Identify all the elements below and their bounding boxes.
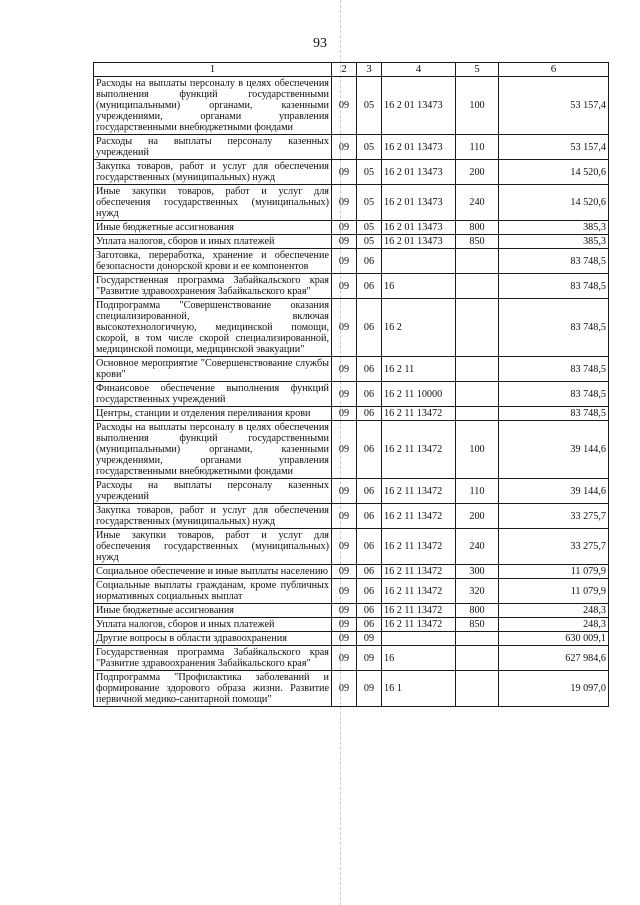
row-expense-type-cell: 300 bbox=[456, 565, 499, 579]
row-amount-cell: 39 144,6 bbox=[499, 479, 609, 504]
row-amount-cell: 627 984,6 bbox=[499, 646, 609, 671]
table-row bbox=[94, 407, 609, 421]
column-header: 6 bbox=[499, 63, 609, 77]
row-subsection-cell: 06 bbox=[357, 504, 382, 529]
row-section-cell: 09 bbox=[332, 274, 357, 299]
row-name-cell: Закупка товаров, работ и услуг для обеспечения государственных (муниципальных) нужд bbox=[94, 160, 332, 185]
row-target-article-cell: 16 2 01 13473 bbox=[382, 185, 456, 221]
table-row bbox=[94, 382, 609, 407]
row-subsection-cell: 09 bbox=[357, 646, 382, 671]
row-expense-type-cell: 850 bbox=[456, 618, 499, 632]
row-target-article-cell: 16 2 11 13472 bbox=[382, 579, 456, 604]
row-target-article-cell: 16 1 bbox=[382, 671, 456, 707]
table-row bbox=[94, 357, 609, 382]
row-name-cell: Уплата налогов, сборов и иных платежей bbox=[94, 618, 332, 632]
row-subsection-cell: 06 bbox=[357, 299, 382, 357]
row-section-cell: 09 bbox=[332, 479, 357, 504]
row-subsection-cell: 06 bbox=[357, 604, 382, 618]
row-amount-cell: 630 009,1 bbox=[499, 632, 609, 646]
row-subsection-cell: 06 bbox=[357, 274, 382, 299]
row-section-cell: 09 bbox=[332, 135, 357, 160]
row-name-cell: Финансовое обеспечение выполнения функций государственных учреждений bbox=[94, 382, 332, 407]
row-subsection-cell: 06 bbox=[357, 421, 382, 479]
row-name-cell: Расходы на выплаты персоналу казенных учреждений bbox=[94, 479, 332, 504]
row-section-cell: 09 bbox=[332, 618, 357, 632]
row-section-cell: 09 bbox=[332, 579, 357, 604]
row-section-cell: 09 bbox=[332, 632, 357, 646]
table-row bbox=[94, 274, 609, 299]
row-target-article-cell: 16 2 11 bbox=[382, 357, 456, 382]
row-target-article-cell: 16 2 01 13473 bbox=[382, 235, 456, 249]
row-section-cell: 09 bbox=[332, 382, 357, 407]
row-subsection-cell: 09 bbox=[357, 671, 382, 707]
table-row bbox=[94, 160, 609, 185]
row-amount-cell: 83 748,5 bbox=[499, 249, 609, 274]
row-amount-cell: 385,3 bbox=[499, 221, 609, 235]
row-amount-cell: 11 079,9 bbox=[499, 565, 609, 579]
row-amount-cell: 33 275,7 bbox=[499, 529, 609, 565]
table-row bbox=[94, 646, 609, 671]
row-name-cell: Государственная программа Забайкальского края "Развитие здравоохранения Забайкальского края" bbox=[94, 646, 332, 671]
row-amount-cell: 53 157,4 bbox=[499, 77, 609, 135]
row-section-cell: 09 bbox=[332, 421, 357, 479]
table-row bbox=[94, 135, 609, 160]
row-amount-cell: 83 748,5 bbox=[499, 357, 609, 382]
row-subsection-cell: 05 bbox=[357, 160, 382, 185]
row-section-cell: 09 bbox=[332, 671, 357, 707]
row-name-cell: Уплата налогов, сборов и иных платежей bbox=[94, 235, 332, 249]
row-section-cell: 09 bbox=[332, 235, 357, 249]
row-subsection-cell: 05 bbox=[357, 135, 382, 160]
table-row bbox=[94, 185, 609, 221]
table-row bbox=[94, 479, 609, 504]
row-expense-type-cell: 320 bbox=[456, 579, 499, 604]
row-target-article-cell: 16 2 11 13472 bbox=[382, 529, 456, 565]
row-target-article-cell bbox=[382, 249, 456, 274]
row-subsection-cell: 06 bbox=[357, 357, 382, 382]
row-expense-type-cell bbox=[456, 407, 499, 421]
column-header: 4 bbox=[382, 63, 456, 77]
row-subsection-cell: 09 bbox=[357, 632, 382, 646]
row-amount-cell: 19 097,0 bbox=[499, 671, 609, 707]
row-amount-cell: 385,3 bbox=[499, 235, 609, 249]
row-name-cell: Закупка товаров, работ и услуг для обеспечения государственных (муниципальных) нужд bbox=[94, 504, 332, 529]
row-subsection-cell: 05 bbox=[357, 235, 382, 249]
row-section-cell: 09 bbox=[332, 565, 357, 579]
row-section-cell: 09 bbox=[332, 604, 357, 618]
row-amount-cell: 14 520,6 bbox=[499, 185, 609, 221]
row-name-cell: Подпрограмма "Профилактика заболеваний и формирование здорового образа жизни. Развитие первичной медико-санитарной помощи" bbox=[94, 671, 332, 707]
row-target-article-cell: 16 2 01 13473 bbox=[382, 77, 456, 135]
row-expense-type-cell: 800 bbox=[456, 221, 499, 235]
row-section-cell: 09 bbox=[332, 407, 357, 421]
row-expense-type-cell: 240 bbox=[456, 529, 499, 565]
row-section-cell: 09 bbox=[332, 529, 357, 565]
table-body bbox=[94, 77, 609, 707]
row-amount-cell: 248,3 bbox=[499, 618, 609, 632]
row-subsection-cell: 05 bbox=[357, 77, 382, 135]
row-target-article-cell: 16 bbox=[382, 274, 456, 299]
row-target-article-cell: 16 2 01 13473 bbox=[382, 135, 456, 160]
row-subsection-cell: 06 bbox=[357, 479, 382, 504]
row-subsection-cell: 06 bbox=[357, 529, 382, 565]
table-row bbox=[94, 249, 609, 274]
row-expense-type-cell: 110 bbox=[456, 479, 499, 504]
row-section-cell: 09 bbox=[332, 185, 357, 221]
row-amount-cell: 83 748,5 bbox=[499, 274, 609, 299]
row-expense-type-cell: 100 bbox=[456, 77, 499, 135]
row-amount-cell: 39 144,6 bbox=[499, 421, 609, 479]
table-row bbox=[94, 421, 609, 479]
row-target-article-cell: 16 2 11 13472 bbox=[382, 421, 456, 479]
row-amount-cell: 14 520,6 bbox=[499, 160, 609, 185]
row-target-article-cell: 16 bbox=[382, 646, 456, 671]
column-number-row bbox=[94, 63, 609, 77]
table-row bbox=[94, 671, 609, 707]
column-header: 1 bbox=[94, 63, 332, 77]
table-row bbox=[94, 299, 609, 357]
row-name-cell: Заготовка, переработка, хранение и обеспечение безопасности донорской крови и ее компонентов bbox=[94, 249, 332, 274]
row-expense-type-cell bbox=[456, 357, 499, 382]
budget-table bbox=[93, 62, 609, 707]
row-name-cell: Расходы на выплаты персоналу в целях обеспечения выполнения функций государственными (муниципальными) органами, казенными учреждениями, органами управления государственными внебюджетными фондами bbox=[94, 421, 332, 479]
row-expense-type-cell: 100 bbox=[456, 421, 499, 479]
row-expense-type-cell bbox=[456, 299, 499, 357]
row-name-cell: Государственная программа Забайкальского края "Развитие здравоохранения Забайкальского края" bbox=[94, 274, 332, 299]
row-expense-type-cell bbox=[456, 646, 499, 671]
column-header: 3 bbox=[357, 63, 382, 77]
row-expense-type-cell: 110 bbox=[456, 135, 499, 160]
row-subsection-cell: 05 bbox=[357, 185, 382, 221]
row-expense-type-cell bbox=[456, 671, 499, 707]
row-subsection-cell: 05 bbox=[357, 221, 382, 235]
table-row bbox=[94, 565, 609, 579]
row-name-cell: Расходы на выплаты персоналу казенных учреждений bbox=[94, 135, 332, 160]
table-row bbox=[94, 235, 609, 249]
row-expense-type-cell: 200 bbox=[456, 160, 499, 185]
row-section-cell: 09 bbox=[332, 77, 357, 135]
row-amount-cell: 83 748,5 bbox=[499, 299, 609, 357]
row-name-cell: Подпрограмма "Совершенствование оказания специализированной, включая высокотехнологичную, медицинской помощи, скорой, в том числе скорой специализированной, медицинской помощи, медицинской эвакуации" bbox=[94, 299, 332, 357]
row-subsection-cell: 06 bbox=[357, 565, 382, 579]
row-section-cell: 09 bbox=[332, 249, 357, 274]
row-section-cell: 09 bbox=[332, 160, 357, 185]
table-row bbox=[94, 221, 609, 235]
row-target-article-cell: 16 2 01 13473 bbox=[382, 221, 456, 235]
row-section-cell: 09 bbox=[332, 504, 357, 529]
row-target-article-cell: 16 2 11 13472 bbox=[382, 504, 456, 529]
table-row bbox=[94, 579, 609, 604]
row-expense-type-cell: 800 bbox=[456, 604, 499, 618]
table-row bbox=[94, 632, 609, 646]
row-expense-type-cell bbox=[456, 632, 499, 646]
row-section-cell: 09 bbox=[332, 299, 357, 357]
row-expense-type-cell bbox=[456, 249, 499, 274]
row-section-cell: 09 bbox=[332, 221, 357, 235]
row-section-cell: 09 bbox=[332, 646, 357, 671]
row-target-article-cell: 16 2 11 13472 bbox=[382, 618, 456, 632]
row-subsection-cell: 06 bbox=[357, 382, 382, 407]
row-name-cell: Социальные выплаты гражданам, кроме публичных нормативных социальных выплат bbox=[94, 579, 332, 604]
row-expense-type-cell: 850 bbox=[456, 235, 499, 249]
table-row bbox=[94, 618, 609, 632]
table-row bbox=[94, 504, 609, 529]
row-amount-cell: 53 157,4 bbox=[499, 135, 609, 160]
row-subsection-cell: 06 bbox=[357, 579, 382, 604]
row-target-article-cell: 16 2 11 13472 bbox=[382, 479, 456, 504]
row-target-article-cell: 16 2 11 13472 bbox=[382, 604, 456, 618]
row-target-article-cell: 16 2 11 13472 bbox=[382, 407, 456, 421]
row-target-article-cell: 16 2 01 13473 bbox=[382, 160, 456, 185]
row-name-cell: Иные закупки товаров, работ и услуг для обеспечения государственных (муниципальных) нужд bbox=[94, 529, 332, 565]
row-subsection-cell: 06 bbox=[357, 618, 382, 632]
table-row bbox=[94, 529, 609, 565]
row-target-article-cell bbox=[382, 632, 456, 646]
table-row bbox=[94, 604, 609, 618]
row-name-cell: Социальное обеспечение и иные выплаты населению bbox=[94, 565, 332, 579]
row-amount-cell: 11 079,9 bbox=[499, 579, 609, 604]
column-header: 2 bbox=[332, 63, 357, 77]
page-number: 93 bbox=[313, 36, 327, 51]
row-section-cell: 09 bbox=[332, 357, 357, 382]
row-name-cell: Центры, станции и отделения переливания крови bbox=[94, 407, 332, 421]
row-name-cell: Иные закупки товаров, работ и услуг для обеспечения государственных (муниципальных) нужд bbox=[94, 185, 332, 221]
row-expense-type-cell bbox=[456, 382, 499, 407]
row-name-cell: Иные бюджетные ассигнования bbox=[94, 604, 332, 618]
row-amount-cell: 248,3 bbox=[499, 604, 609, 618]
row-expense-type-cell: 200 bbox=[456, 504, 499, 529]
table-row bbox=[94, 77, 609, 135]
column-header: 5 bbox=[456, 63, 499, 77]
row-name-cell: Другие вопросы в области здравоохранения bbox=[94, 632, 332, 646]
row-target-article-cell: 16 2 bbox=[382, 299, 456, 357]
row-name-cell: Основное мероприятие "Совершенствование службы крови" bbox=[94, 357, 332, 382]
row-name-cell: Расходы на выплаты персоналу в целях обеспечения выполнения функций государственными (муниципальными) органами, казенными учреждениями, органами управления государственными внебюджетными фондами bbox=[94, 77, 332, 135]
row-expense-type-cell bbox=[456, 274, 499, 299]
row-expense-type-cell: 240 bbox=[456, 185, 499, 221]
row-amount-cell: 33 275,7 bbox=[499, 504, 609, 529]
row-target-article-cell: 16 2 11 13472 bbox=[382, 565, 456, 579]
row-amount-cell: 83 748,5 bbox=[499, 407, 609, 421]
row-subsection-cell: 06 bbox=[357, 407, 382, 421]
row-subsection-cell: 06 bbox=[357, 249, 382, 274]
row-amount-cell: 83 748,5 bbox=[499, 382, 609, 407]
row-target-article-cell: 16 2 11 10000 bbox=[382, 382, 456, 407]
row-name-cell: Иные бюджетные ассигнования bbox=[94, 221, 332, 235]
